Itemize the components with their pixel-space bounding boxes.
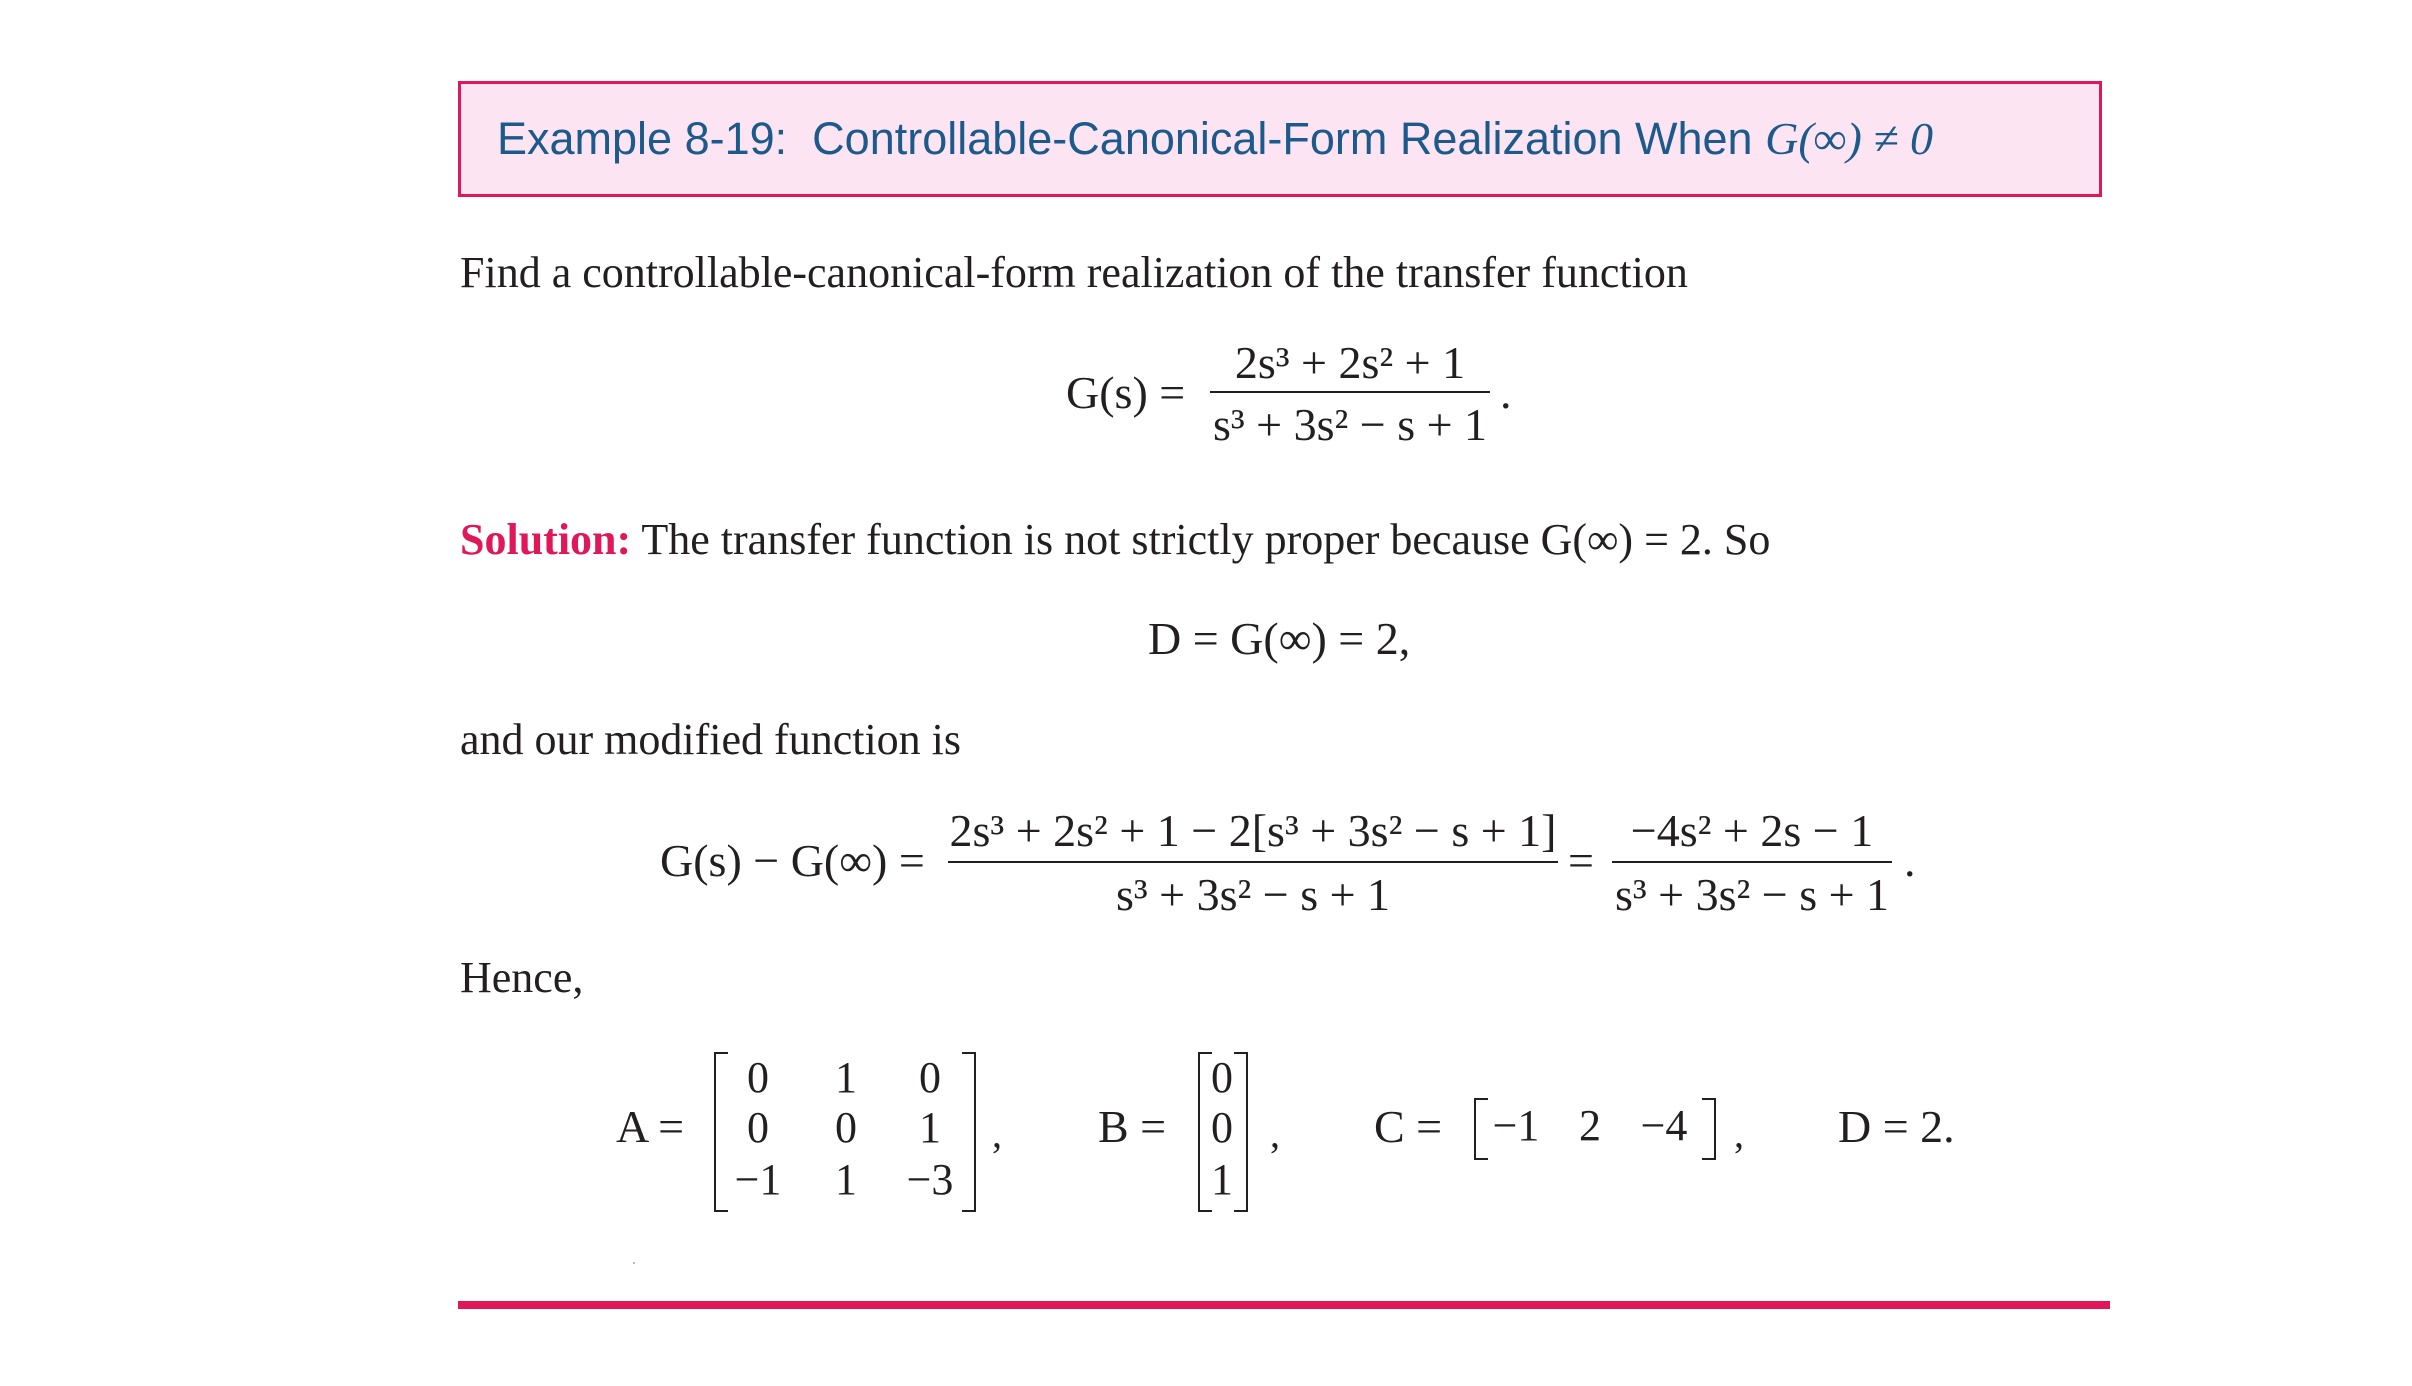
matrix-c-right-bracket	[1702, 1098, 1716, 1160]
eq3-equals: =	[1568, 835, 1594, 886]
matrix-b-cell: 0	[1211, 1053, 1233, 1102]
eq1-denominator: s³ + 3s² − s + 1	[1212, 399, 1488, 450]
eq1-period: .	[1500, 367, 1512, 418]
matrix-a-cell: 0	[919, 1053, 941, 1102]
matrix-a-cell: 1	[919, 1103, 941, 1152]
separator-comma: ,	[1270, 1111, 1280, 1156]
matrix-a	[718, 1052, 978, 1208]
eq1-numerator: 2s³ + 2s² + 1	[1234, 337, 1466, 388]
eq2: D = G(∞) = 2,	[1148, 613, 1411, 664]
eq3-numerator-1: 2s³ + 2s² + 1 − 2[s³ + 3s² − s + 1]	[949, 805, 1557, 856]
matrix-a-cell: −1	[734, 1155, 782, 1204]
separator-comma: ,	[1734, 1111, 1744, 1156]
matrix-c-label: C =	[1374, 1101, 1443, 1152]
hence-text: Hence,	[460, 953, 584, 1002]
matrix-a-cell: 1	[835, 1053, 857, 1102]
eq3-numerator-2: −4s² + 2s − 1	[1630, 805, 1874, 856]
matrix-c	[1478, 1100, 1718, 1156]
bottom-rule	[458, 1301, 2110, 1309]
matrix-a-label: A =	[616, 1101, 685, 1152]
matrix-b-right-bracket	[1234, 1052, 1248, 1212]
example-title	[497, 112, 1933, 165]
eq3-fraction-bar-1	[948, 861, 1558, 863]
matrix-c-cell: −4	[1640, 1101, 1688, 1150]
eq1-fraction-bar	[1210, 391, 1490, 393]
solution-text: The transfer function is not strictly proper because G(∞) = 2. So	[641, 515, 1771, 564]
matrix-c-cell: 2	[1579, 1101, 1601, 1150]
example-number: Example 8-19:	[497, 113, 788, 164]
matrix-a-cell: 1	[835, 1155, 857, 1204]
solution-label: Solution:	[460, 515, 632, 564]
example-title-math: G(∞) ≠ 0	[1765, 113, 1934, 164]
eq1-lhs: G(s) =	[1066, 367, 1186, 418]
eq3-denominator-2: s³ + 3s² − s + 1	[1614, 869, 1890, 920]
example-header-box	[458, 81, 2102, 197]
stray-dot	[633, 1262, 635, 1264]
matrix-a-cell: 0	[747, 1053, 769, 1102]
solution-paragraph	[460, 514, 1770, 565]
modified-function-text: and our modified function is	[460, 715, 962, 764]
example-title-text: Controllable-Canonical-Form Realization When	[812, 113, 1753, 164]
matrix-b-cell: 1	[1211, 1155, 1233, 1204]
d-value: D = 2.	[1838, 1101, 1955, 1152]
matrix-a-cell: −3	[906, 1155, 954, 1204]
problem-statement: Find a controllable-canonical-form realization of the transfer function	[460, 248, 1688, 297]
eq3-fraction-bar-2	[1612, 861, 1892, 863]
matrix-c-cell: −1	[1492, 1101, 1540, 1150]
matrix-b-label: B =	[1098, 1101, 1167, 1152]
matrix-a-right-bracket	[962, 1052, 976, 1212]
matrix-a-cell: 0	[835, 1103, 857, 1152]
eq3-period: .	[1904, 835, 1916, 886]
matrix-a-cell: 0	[747, 1103, 769, 1152]
matrix-b-cell: 0	[1211, 1103, 1233, 1152]
eq3-denominator-1: s³ + 3s² − s + 1	[1115, 869, 1391, 920]
separator-comma: ,	[992, 1111, 1002, 1156]
eq3-lhs: G(s) − G(∞) =	[660, 835, 925, 886]
